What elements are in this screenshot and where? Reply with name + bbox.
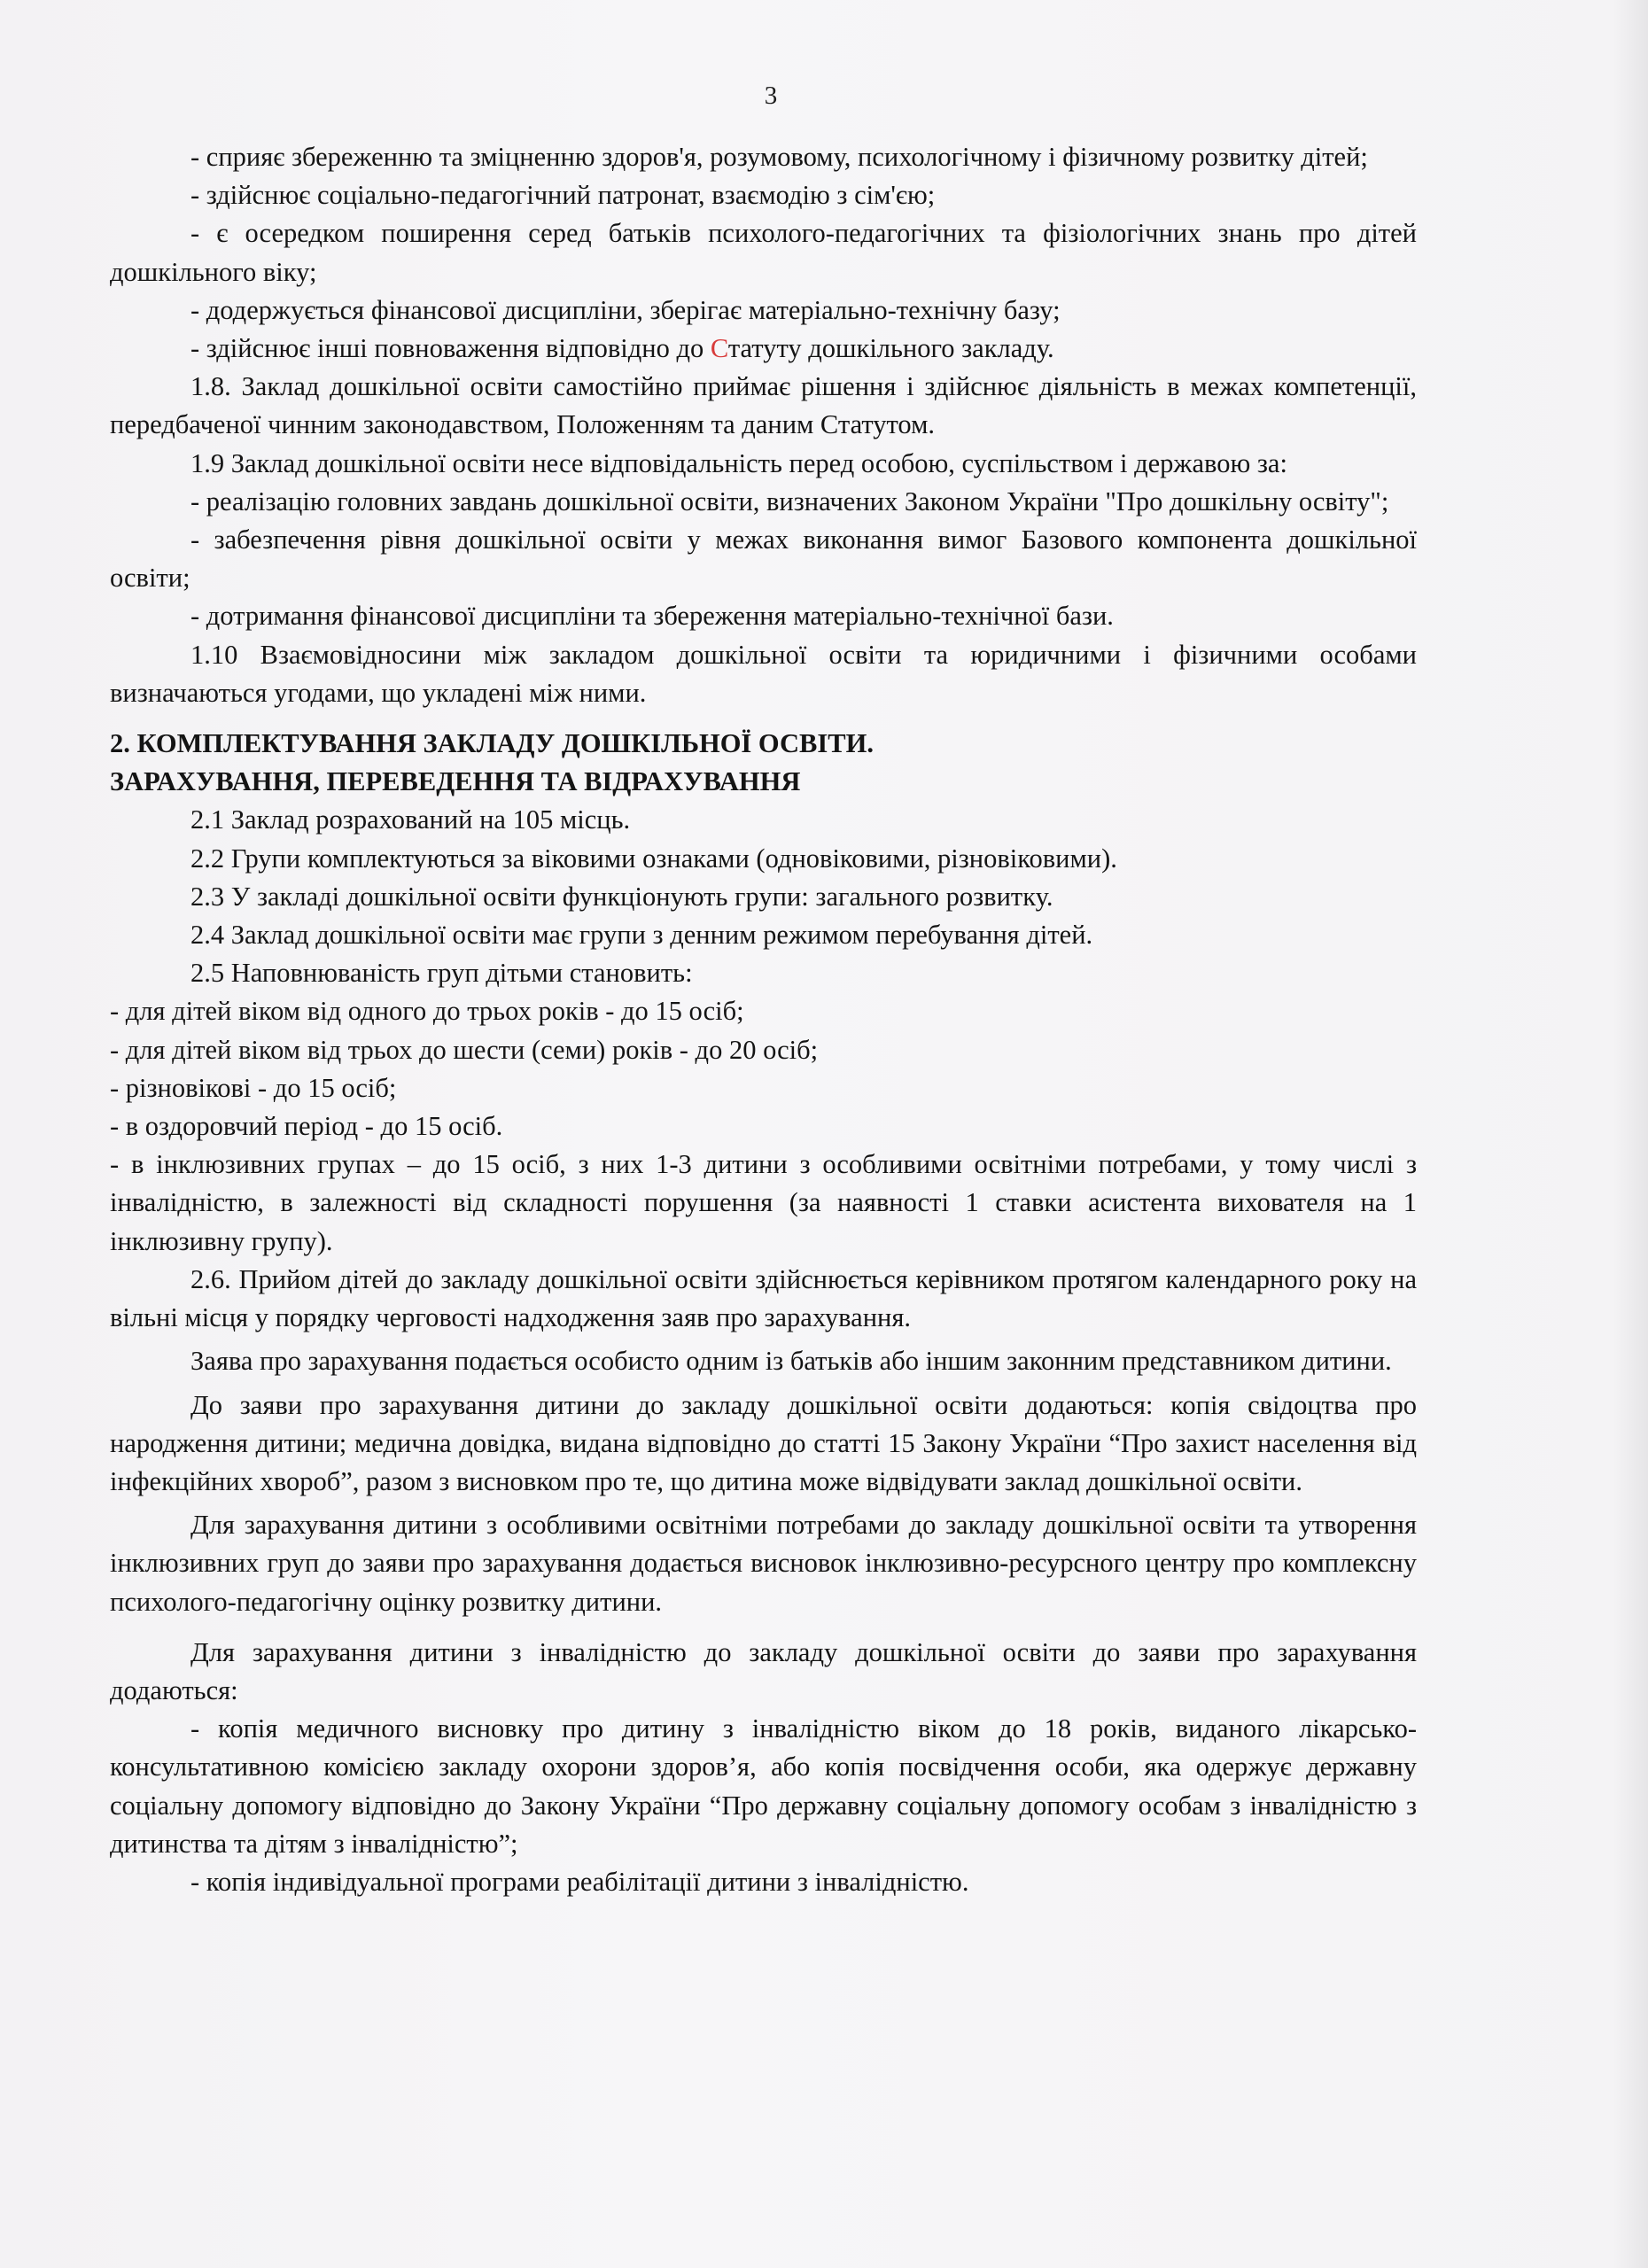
- paragraph-2-4: 2.4 Заклад дошкільної освіти має групи з денним режимом перебування дітей.: [190, 920, 1093, 951]
- paragraph-2-3: 2.3 У закладі дошкільної освіти функціонують групи: загального розвитку.: [190, 881, 1053, 912]
- paragraph-2-1: 2.1 Заклад розрахований на 105 місць.: [190, 804, 631, 835]
- list-item: - здійснює соціально-педагогічний патронат, взаємодію з сім'єю;: [190, 180, 936, 211]
- page-body: [110, 138, 1417, 1901]
- list-item: - для дітей віком від одного до трьох років - до 15 осіб;: [110, 996, 744, 1027]
- list-item: - дотримання фінансової дисципліни та збереження матеріально-технічної бази.: [190, 601, 1114, 632]
- list-item: - копія медичного висновку про дитину з інвалідністю віком до 18 років, виданого лікарсько-консультативною комісією закладу охорони здоров’я, або копія посвідчення особи, яка одержує державну соціальну допомогу відповідно до Закону України “Про державну соціальну допомогу особам з інвалідністю з дитинства та дітям з інвалідністю”;: [110, 1713, 1417, 1859]
- list-item: - є осередком поширення серед батьків психолого-педагогічних та фізіологічних знань про дітей дошкільного віку;: [110, 218, 1417, 287]
- paragraph-1-10: 1.10 Взаємовідносини між закладом дошкільної освіти та юридичними і фізичними особами визначаються угодами, що укладені між ними.: [110, 639, 1417, 708]
- list-item: - в інклюзивних групах – до 15 осіб, з них 1-3 дитини з особливими освітніми потребами, у тому числі з інвалідністю, в залежності від складності порушення (за наявності 1 ставки асистента вихователя на 1 інклюзивну групу).: [110, 1149, 1417, 1256]
- item-text: - здійснює інші повноваження відповідно до: [190, 333, 711, 364]
- list-item: - додержується фінансової дисципліни, зберігає матеріально-технічну базу;: [190, 294, 1061, 325]
- paragraph-2-2: 2.2 Групи комплектуються за віковими ознаками (одновіковими, різновіковими).: [190, 843, 1117, 874]
- list-item: - забезпечення рівня дошкільної освіти у межах виконання вимог Базового компонента дошкільної освіти;: [110, 524, 1417, 594]
- page-edge-shadow: [1613, 0, 1648, 2268]
- page-number: 3: [764, 82, 778, 110]
- section-heading-line-1: 2. КОМПЛЕКТУВАННЯ ЗАКЛАДУ ДОШКІЛЬНОЇ ОСВІТИ.: [110, 728, 874, 759]
- paragraph-2-5: 2.5 Наповнюваність груп дітьми становить:: [190, 958, 693, 989]
- list-item: - сприяє збереженню та зміцненню здоров'я, розумовому, психологічному і фізичному розвитку дітей;: [190, 142, 1368, 172]
- paragraph-1-9: 1.9 Заклад дошкільної освіти несе відповідальність перед особою, суспільством і державою за:: [190, 447, 1287, 478]
- list-item: [110, 330, 1417, 368]
- paragraph-1-8: 1.8. Заклад дошкільної освіти самостійно приймає рішення і здійснює діяльність в межах компетенції, передбаченої чинним законодавством, Положенням та даним Статутом.: [110, 371, 1417, 440]
- list-item: - для дітей віком від трьох до шести (семи) років - до 20 осіб;: [110, 1034, 819, 1065]
- list-item: - реалізацію головних завдань дошкільної освіти, визначених Законом України "Про дошкільну освіту";: [190, 485, 1389, 517]
- paragraph-attachments: До заяви про зарахування дитини до закладу дошкільної освіти додаються: копія свідоцтва про народження дитини; медична довідка, видана відповідно до статті 15 Закону України “Про захист населення від інфекційних хвороб”, разом з висновком про те, що дитина може відвідувати заклад дошкільної освіти.: [110, 1389, 1417, 1496]
- paragraph-application: Заява про зарахування подається особисто одним із батьків або іншим законним представником дитини.: [190, 1346, 1392, 1377]
- paragraph-special-needs: Для зарахування дитини з особливими освітніми потребами до закладу дошкільної освіти та утворення інклюзивних груп до заяви про зарахування додається висновок інклюзивно-ресурсного центру про комплексну психолого-педагогічну оцінку розвитку дитини.: [110, 1510, 1417, 1617]
- paragraph-disability: Для зарахування дитини з інвалідністю до закладу дошкільної освіти до заяви про зарахування додаються:: [110, 1636, 1417, 1705]
- list-item: - в оздоровчий період - до 15 осіб.: [110, 1111, 503, 1142]
- list-item: - копія індивідуальної програми реабілітації дитини з інвалідністю.: [190, 1866, 969, 1897]
- list-item: - різновікові - до 15 осіб;: [110, 1072, 397, 1103]
- item-text: татуту дошкільного закладу.: [727, 333, 1054, 364]
- section-heading-line-2: ЗАРАХУВАННЯ, ПЕРЕВЕДЕННЯ ТА ВІДРАХУВАННЯ: [110, 766, 801, 797]
- paragraph-2-6: 2.6. Прийом дітей до закладу дошкільної освіти здійснюється керівником протягом календарного року на вільні місця у порядку черговості надходження заяв про зарахування.: [110, 1263, 1417, 1333]
- corrected-letter: С: [710, 333, 728, 364]
